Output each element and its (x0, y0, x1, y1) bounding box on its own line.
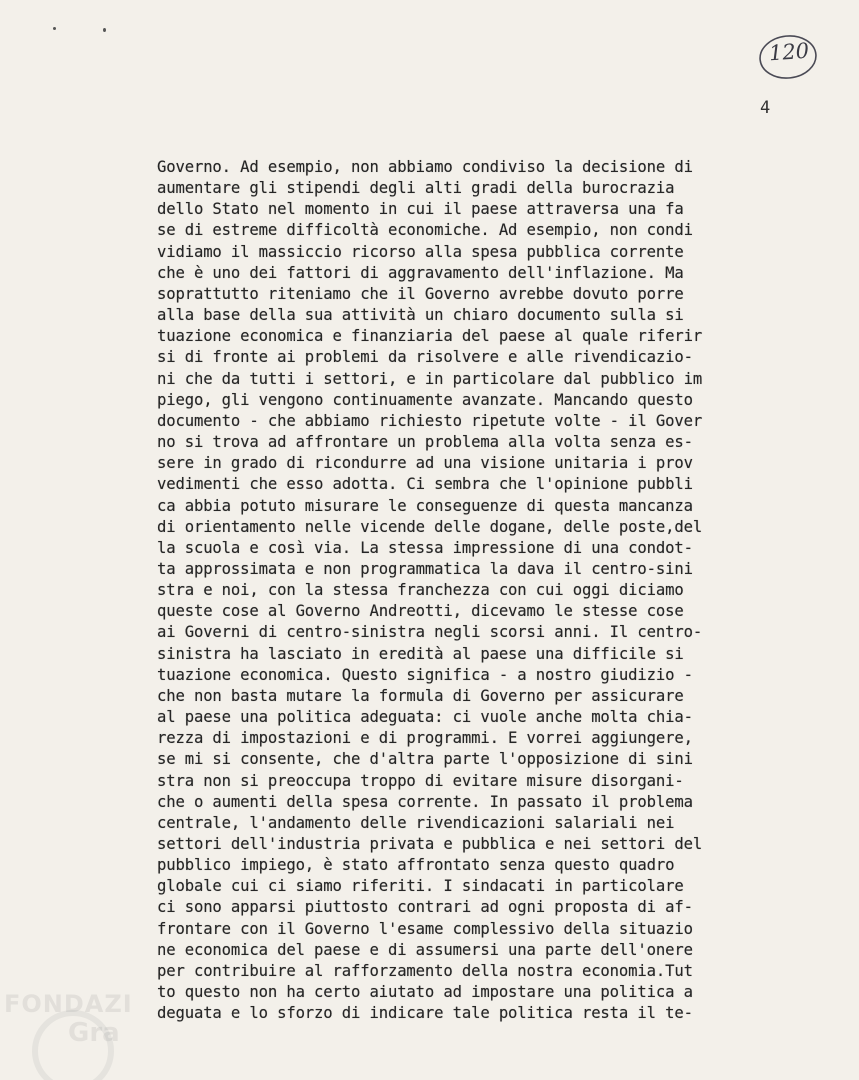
text-line: se mi si consente, che d'altra parte l'opposizione di sini (157, 750, 693, 769)
text-line: si di fronte ai problemi da risolvere e alle rivendicazio- (157, 348, 693, 367)
text-line: soprattutto riteniamo che il Governo avrebbe dovuto porre (157, 284, 684, 303)
text-line: queste cose al Governo Andreotti, dicevamo le stesse cose (157, 602, 684, 621)
text-line: pubblico impiego, è stato affrontato senza questo quadro (157, 856, 675, 875)
text-line: piego, gli vengono continuamente avanzate. Mancando questo (157, 390, 693, 409)
text-line: ta approssimata e non programmatica la dava il centro-sini (157, 559, 693, 578)
watermark-text: Gra (68, 1018, 120, 1048)
text-line: centrale, l'andamento delle rivendicazioni salariali nei (157, 813, 675, 832)
text-line: deguata e lo sforzo di indicare tale politica resta il te- (157, 1004, 693, 1023)
text-line: sere in grado di ricondurre ad una visione unitaria i prov (157, 454, 693, 473)
text-line: per contribuire al rafforzamento della nostra economia.Tut (157, 961, 693, 980)
text-line: tuazione economica. Questo significa - a nostro giudizio - (157, 665, 693, 684)
text-line: ne economica del paese e di assumersi una parte dell'onere (157, 940, 693, 959)
text-line: ci sono apparsi piuttosto contrari ad ogni proposta di af- (157, 898, 693, 917)
handwritten-archive-number (757, 32, 819, 82)
archive-watermark (4, 988, 164, 1080)
typewritten-body-text (157, 157, 837, 1024)
text-line: se di estreme difficoltà economiche. Ad esempio, non condi (157, 221, 693, 240)
archive-number-text: 120 (768, 38, 810, 66)
text-line: alla base della sua attività un chiaro documento sulla si (157, 306, 684, 325)
text-line: no si trova ad affrontare un problema alla volta senza es- (157, 433, 693, 452)
text-line: sinistra ha lasciato in eredità al paese una difficile si (157, 644, 684, 663)
watermark-text: FONDAZI (4, 990, 133, 1018)
text-line: aumentare gli stipendi degli alti gradi della burocrazia (157, 179, 675, 198)
text-line: globale cui ci siamo riferiti. I sindacati in particolare (157, 877, 684, 896)
text-line: al paese una politica adeguata: ci vuole anche molta chia- (157, 708, 693, 727)
text-line: ai Governi di centro-sinistra negli scorsi anni. Il centro- (157, 623, 703, 642)
text-line: ni che da tutti i settori, e in particolare dal pubblico im (157, 369, 703, 388)
text-line: che o aumenti della spesa corrente. In passato il problema (157, 792, 693, 811)
ink-speck (103, 28, 106, 32)
text-line: che non basta mutare la formula di Governo per assicurare (157, 686, 684, 705)
text-line: settori dell'industria privata e pubblica e nei settori del (157, 835, 703, 853)
text-line: stra non si preoccupa troppo di evitare misure disorgani- (157, 771, 684, 790)
watermark-ring-icon (32, 1010, 114, 1080)
text-line: documento - che abbiamo richiesto ripetute volte - il Gover (157, 411, 703, 430)
ink-speck (53, 27, 56, 30)
text-line: stra e noi, con la stessa franchezza con cui oggi diciamo (157, 581, 684, 600)
text-line: rezza di impostazioni e di programmi. E vorrei aggiungere, (157, 729, 693, 748)
text-line: dello Stato nel momento in cui il paese attraversa una fa (157, 200, 684, 219)
text-line: che è uno dei fattori di aggravamento dell'inflazione. Ma (157, 263, 684, 282)
text-line: vedimenti che esso adotta. Ci sembra che l'opinione pubbli (157, 475, 693, 494)
page-number: 4 (760, 98, 771, 118)
text-line: frontare con il Governo l'esame complessivo della situazio (157, 919, 693, 938)
text-line: Governo. Ad esempio, non abbiamo condiviso la decisione di (157, 158, 693, 176)
text-line: la scuola e così via. La stessa impressione di una condot- (157, 538, 693, 557)
text-line: to questo non ha certo aiutato ad impostare una politica a (157, 983, 693, 1002)
text-line: di orientamento nelle vicende delle dogane, delle poste,del (157, 517, 703, 536)
text-line: ca abbia potuto misurare le conseguenze di questa mancanza (157, 496, 693, 515)
text-line: vidiamo il massiccio ricorso alla spesa pubblica corrente (157, 242, 684, 261)
text-line: tuazione economica e finanziaria del paese al quale riferir (157, 327, 703, 346)
